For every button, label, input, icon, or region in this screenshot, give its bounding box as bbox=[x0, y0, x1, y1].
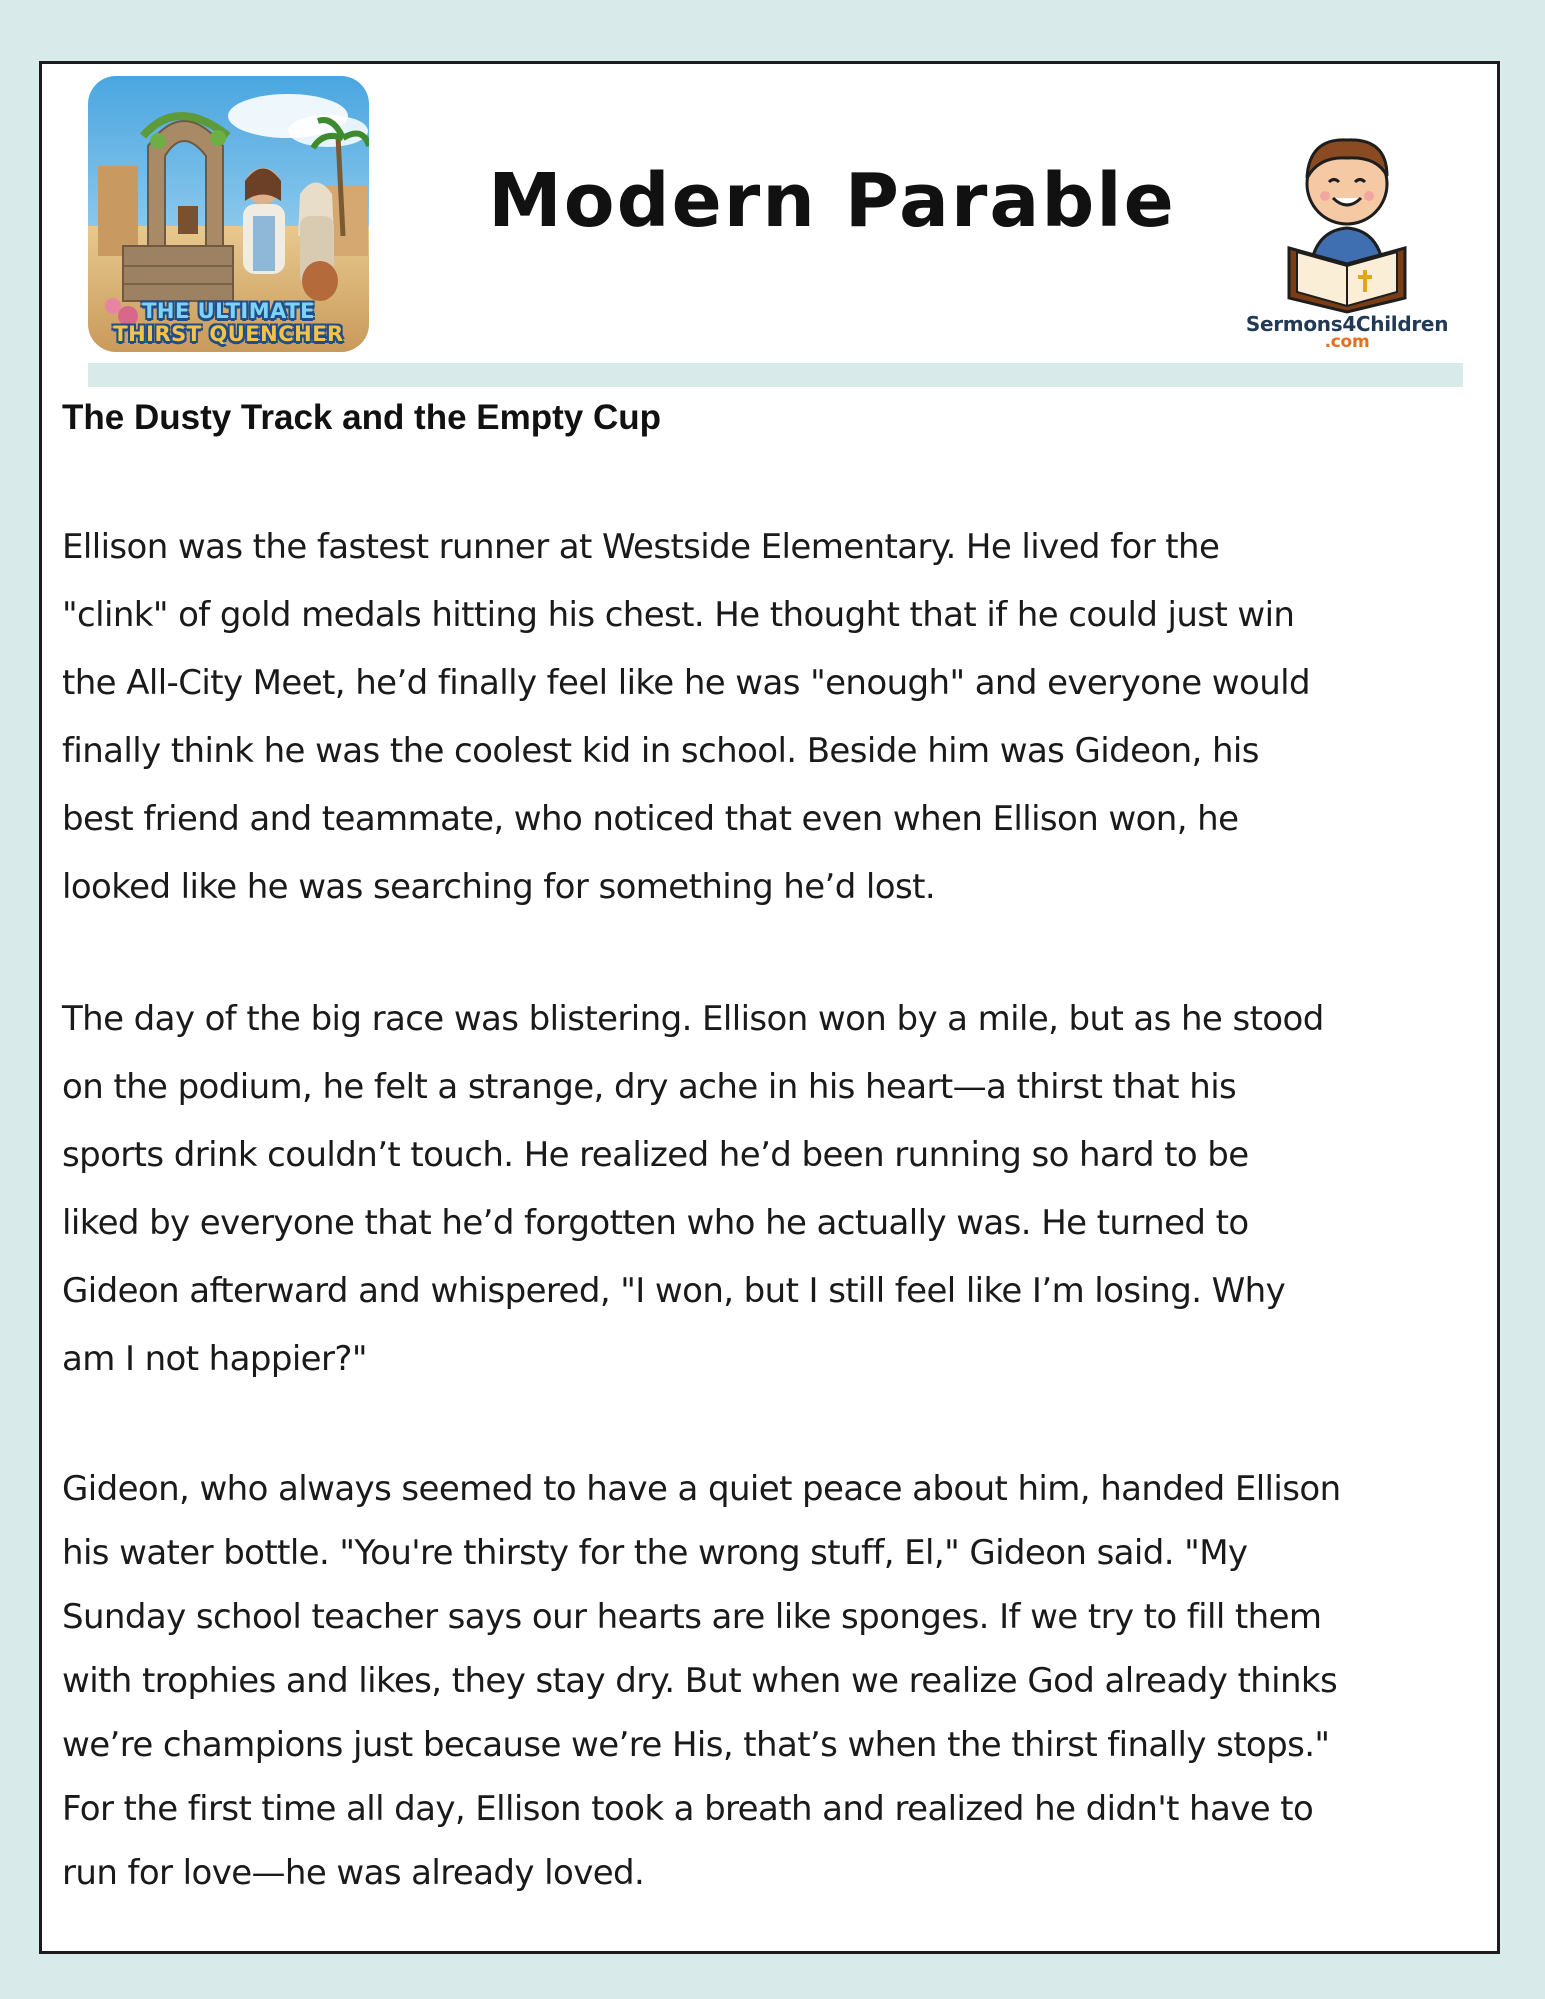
paragraph-line: best friend and teammate, who noticed that even when Ellison won, he bbox=[62, 799, 1239, 839]
story-title: The Dusty Track and the Empty Cup bbox=[62, 398, 661, 437]
hero-caption-line2: THIRST QUENCHER bbox=[113, 322, 344, 346]
paragraph-line: sports drink couldn’t touch. He realized he’d been running so hard to be bbox=[62, 1135, 1249, 1175]
story-content bbox=[62, 398, 1492, 1905]
paragraph-line: the All-City Meet, he’d finally feel like he was "enough" and everyone would bbox=[62, 663, 1310, 703]
paragraph-line: Ellison was the fastest runner at Westside Elementary. He lived for the bbox=[62, 527, 1220, 567]
paragraph-line: Gideon afterward and whispered, "I won, but I still feel like I’m losing. Why bbox=[62, 1271, 1286, 1311]
logo-text bbox=[1237, 314, 1457, 351]
header-divider bbox=[88, 363, 1463, 387]
paragraph-line: on the podium, he felt a strange, dry ache in his heart—a thirst that his bbox=[62, 1067, 1237, 1107]
worksheet-page bbox=[39, 61, 1500, 1954]
paragraph-line: "clink" of gold medals hitting his chest. He thought that if he could just win bbox=[62, 595, 1295, 635]
paragraph-line: am I not happier?" bbox=[62, 1339, 367, 1379]
paragraph-line: his water bottle. "You're thirsty for the wrong stuff, El," Gideon said. "My bbox=[62, 1533, 1248, 1573]
logo-name: Sermons4Children bbox=[1245, 312, 1449, 336]
paragraph-line: with trophies and likes, they stay dry. But when we realize God already thinks bbox=[62, 1661, 1338, 1701]
paragraph-line: run for love—he was already loved. bbox=[62, 1853, 645, 1893]
paragraph-line: The day of the big race was blistering. Ellison won by a mile, but as he stood bbox=[62, 999, 1324, 1039]
story-paragraph-3 bbox=[62, 1457, 1492, 1905]
story-paragraph-2 bbox=[62, 985, 1492, 1393]
logo-domain: .com bbox=[1324, 332, 1370, 352]
paragraph-line: we’re champions just because we’re His, that’s when the thirst finally stops." bbox=[62, 1725, 1330, 1765]
story-paragraph-1 bbox=[62, 513, 1492, 921]
hero-caption bbox=[88, 300, 369, 346]
page-title: Modern Parable bbox=[488, 158, 1176, 244]
paragraph-line: finally think he was the coolest kid in school. Beside him was Gideon, his bbox=[62, 731, 1259, 771]
site-logo[interactable] bbox=[1237, 126, 1457, 366]
paragraph-line: Sunday school teacher says our hearts are like sponges. If we try to fill them bbox=[62, 1597, 1322, 1637]
paragraph-line: liked by everyone that he’d forgotten who he actually was. He turned to bbox=[62, 1203, 1249, 1243]
paragraph-line: Gideon, who always seemed to have a quiet peace about him, handed Ellison bbox=[62, 1469, 1341, 1509]
hero-illustration bbox=[88, 76, 369, 352]
hero-caption-line1: THE ULTIMATE bbox=[142, 299, 315, 323]
paragraph-line: For the first time all day, Ellison took a breath and realized he didn't have to bbox=[62, 1789, 1314, 1829]
paragraph-line: looked like he was searching for something he’d lost. bbox=[62, 867, 936, 907]
child-reading-icon bbox=[1237, 126, 1457, 316]
